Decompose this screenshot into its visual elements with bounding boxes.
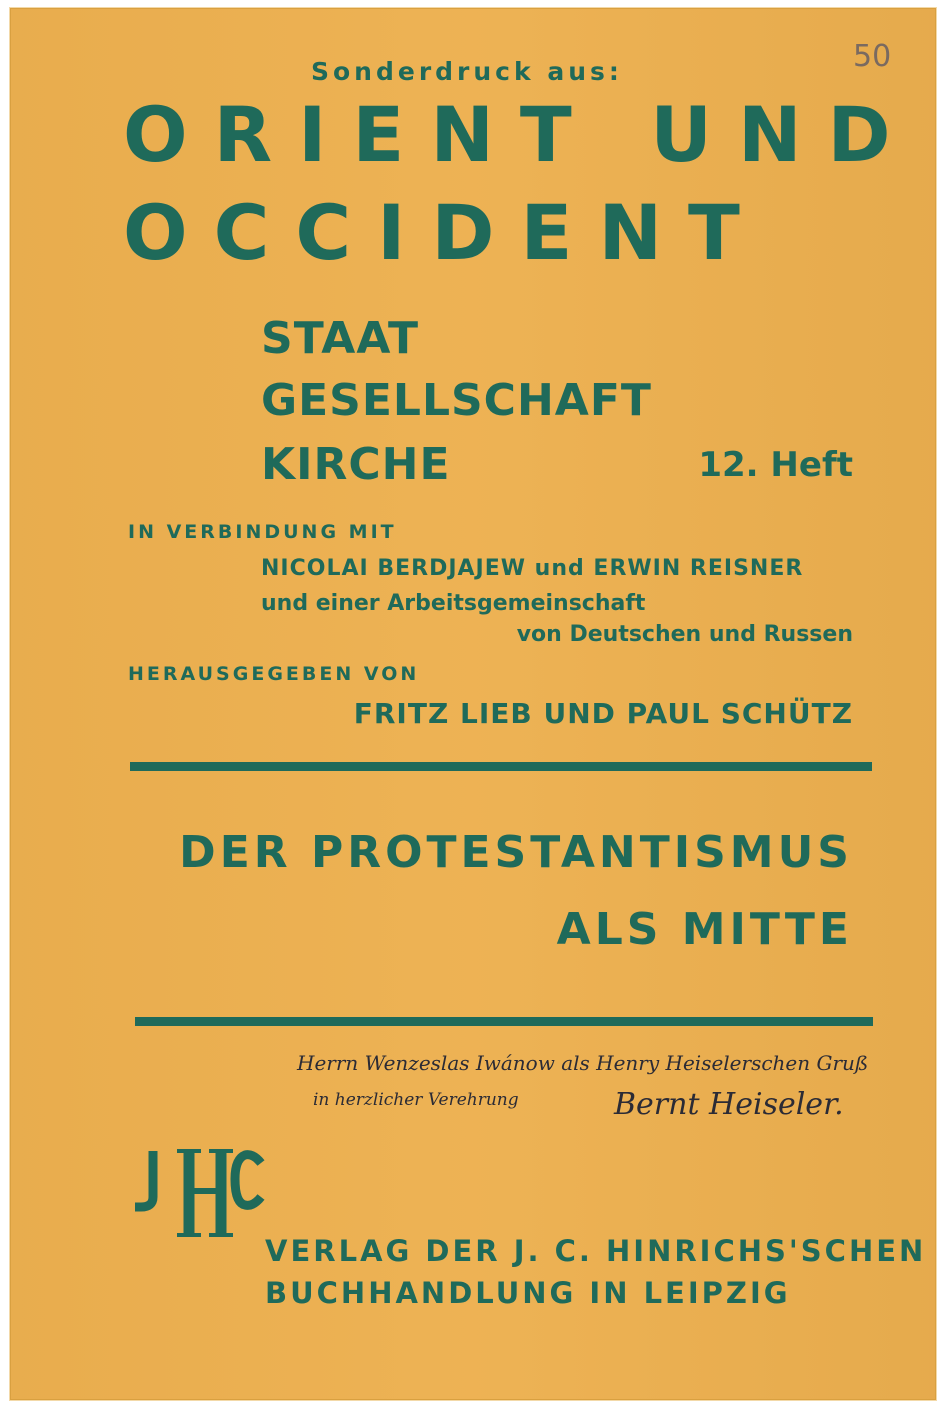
editor-names: FRITZ LIEB UND PAUL SCHÜTZ [353,697,853,730]
contributor-group-line1: und einer Arbeitsgemeinschaft [261,591,646,616]
publisher-logo-icon [131,1145,266,1240]
editors-label: HERAUSGEGEBEN VON [128,663,420,685]
contributor-group-line2: von Deutschen und Russen [516,622,853,647]
divider-rule-bottom [135,1017,873,1026]
journal-title-line1: ORIENT UND [123,90,917,179]
subtitle-gesellschaft: GESELLSCHAFT [261,375,652,426]
inscription-line2: in herzlicher Verehrung [313,1090,519,1110]
pencil-number: 50 [853,39,892,74]
sonderdruck-label: Sonderdruck aus: [311,57,623,86]
journal-title-line2: OCCIDENT [123,188,766,277]
inscription-line1: Herrn Wenzeslas Iwánow als Henry Heiselerschen Gruß [297,1051,869,1075]
publisher-line2: BUCHHANDLUNG IN LEIPZIG [265,1276,791,1310]
contributors-label: IN VERBINDUNG MIT [128,521,397,543]
publisher-line1: VERLAG DER J. C. HINRICHS'SCHEN [265,1234,927,1268]
article-title-line1: DER PROTESTANTISMUS [179,827,853,878]
pamphlet-cover [10,8,936,1400]
inscription-signature: Bernt Heiseler. [614,1087,844,1122]
divider-rule-top [130,762,872,771]
issue-number: 12. Heft [698,445,853,485]
subtitle-staat: STAAT [261,313,419,364]
article-title-line2: ALS MITTE [556,904,853,955]
subtitle-kirche: KIRCHE [261,439,451,490]
contributor-names: NICOLAI BERDJAJEW und ERWIN REISNER [261,556,804,581]
